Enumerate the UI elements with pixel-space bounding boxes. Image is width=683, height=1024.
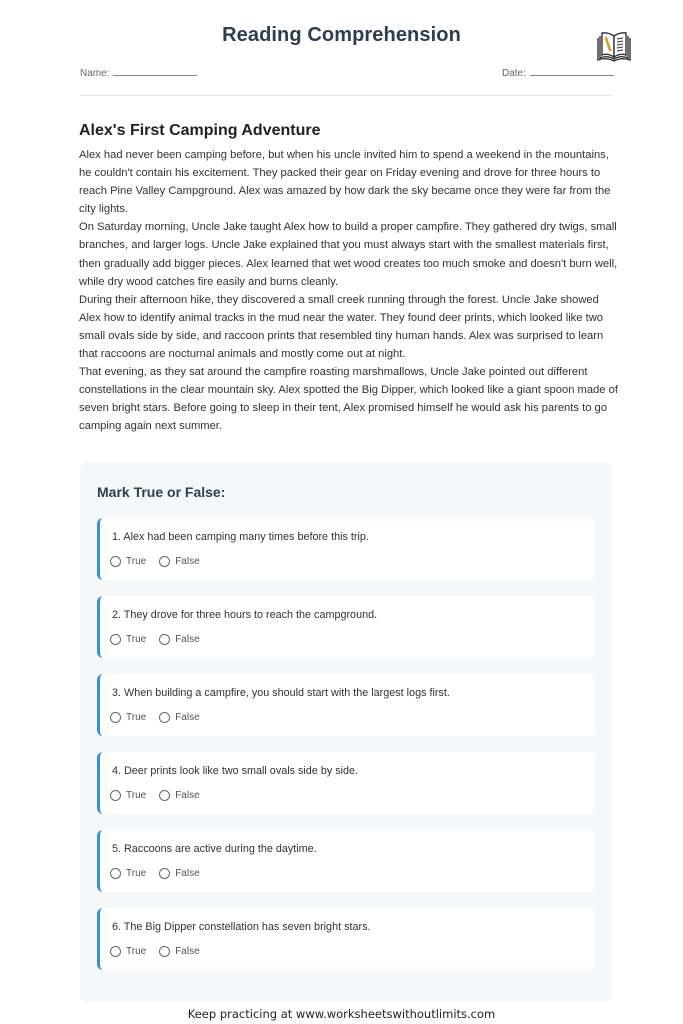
answer-options [110, 634, 213, 645]
radio-button[interactable] [159, 712, 170, 723]
quiz-title: Mark True or False: [97, 484, 226, 500]
name-label: Name: [80, 68, 110, 79]
story-paragraph: During their afternoon hike, they discovered a small creek running through the forest. Uncle Jake showed Alex how to identify animal tracks in the mud near the water. They found deer prints, which looked like two small ovals side by side, and raccoon prints that resembled tiny human hands. Alex was surprised to learn that raccoons are nocturnal animals and mostly come out at night. [79, 293, 604, 361]
radio-button[interactable] [159, 556, 170, 567]
option-true[interactable] [110, 946, 146, 957]
story-passage [79, 146, 619, 436]
radio-button[interactable] [159, 946, 170, 957]
question-text: 4. Deer prints look like two small ovals side by side. [112, 765, 359, 777]
question-card-1 [97, 518, 595, 580]
option-false[interactable] [159, 868, 199, 879]
name-field[interactable] [80, 67, 197, 79]
radio-button[interactable] [159, 868, 170, 879]
question-text: 6. The Big Dipper constellation has seven bright stars. [112, 921, 371, 933]
radio-button[interactable] [110, 556, 121, 567]
question-card-5 [97, 830, 595, 892]
option-false[interactable] [159, 634, 199, 645]
option-label: False [175, 946, 200, 957]
option-label: False [175, 712, 200, 723]
option-label: True [126, 790, 147, 801]
radio-button[interactable] [159, 634, 170, 645]
option-false[interactable] [159, 712, 199, 723]
story-paragraph: On Saturday morning, Uncle Jake taught Alex how to build a proper campfire. They gathered dry twigs, small branches, and larger logs. Uncle Jake explained that you must always start with the smallest materials first, then gradually add bigger pieces. Alex learned that wet wood creates too much smoke and doesn't burn well, while dry wood catches fire easily and burns cleanly. [79, 221, 618, 288]
answer-options [110, 790, 213, 801]
option-false[interactable] [159, 946, 199, 957]
question-card-6 [97, 908, 595, 970]
header-divider [80, 95, 612, 96]
option-false[interactable] [159, 556, 199, 567]
date-blank-line[interactable] [530, 67, 614, 76]
option-label: True [126, 712, 147, 723]
option-label: True [126, 634, 147, 645]
option-label: False [175, 634, 200, 645]
question-card-2 [97, 596, 595, 658]
radio-button[interactable] [110, 790, 121, 801]
option-label: False [175, 556, 200, 567]
option-true[interactable] [110, 556, 146, 567]
radio-button[interactable] [110, 868, 121, 879]
story-paragraph: Alex had never been camping before, but when his uncle invited him to spend a weekend in the mountains, he couldn't contain his excitement. They packed their gear on Friday evening and drove for three hours to reach Pine Valley Campground. Alex was amazed by how dark the sky became once they were far from the city lights. [79, 149, 611, 216]
radio-button[interactable] [110, 946, 121, 957]
name-blank-line[interactable] [113, 67, 197, 76]
date-field[interactable] [502, 67, 614, 79]
footer-link-text: Keep practicing at www.worksheetswithoutlimits.com [187, 1007, 496, 1021]
answer-options [110, 868, 213, 879]
story-paragraph: That evening, as they sat around the campfire roasting marshmallows, Uncle Jake pointed out different constellations in the clear mountain sky. Alex spotted the Big Dipper, which looked like a giant spoon made of seven bright stars. Before going to sleep in their tent, Alex promised himself he would ask his parents to go camping again next summer. [79, 366, 618, 433]
option-label: False [175, 868, 200, 879]
radio-button[interactable] [159, 790, 170, 801]
question-text: 5. Raccoons are active during the daytime. [112, 843, 317, 855]
answer-options [110, 946, 213, 957]
question-card-3 [97, 674, 595, 736]
option-true[interactable] [110, 634, 146, 645]
radio-button[interactable] [110, 634, 121, 645]
story-title: Alex's First Camping Adventure [79, 122, 321, 139]
option-label: True [126, 556, 147, 567]
option-false[interactable] [159, 790, 199, 801]
radio-button[interactable] [110, 712, 121, 723]
answer-options [110, 556, 213, 567]
question-text: 3. When building a campfire, you should start with the largest logs first. [112, 687, 450, 699]
option-true[interactable] [110, 712, 146, 723]
option-true[interactable] [110, 868, 146, 879]
true-false-section [80, 462, 612, 1002]
page-title: Reading Comprehension [222, 24, 461, 46]
question-card-4 [97, 752, 595, 814]
option-true[interactable] [110, 790, 146, 801]
option-label: True [126, 868, 147, 879]
question-text: 1. Alex had been camping many times before this trip. [112, 531, 369, 543]
answer-options [110, 712, 213, 723]
date-label: Date: [502, 68, 526, 79]
open-book-icon [596, 30, 632, 64]
option-label: True [126, 946, 147, 957]
option-label: False [175, 790, 200, 801]
question-text: 2. They drove for three hours to reach the campground. [112, 609, 378, 621]
